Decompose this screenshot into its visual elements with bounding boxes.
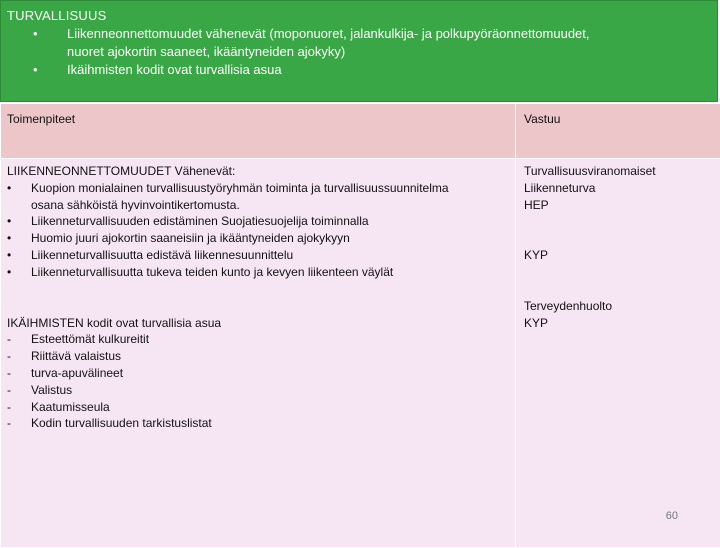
dash-icon: - (7, 348, 27, 365)
list-item-text: Kuopion monialainen turvallisuustyöryhmän toiminta ja turvallisuussuunnitelma (31, 181, 449, 195)
header-bullet-item (7, 61, 709, 79)
list-item (7, 399, 515, 416)
dash-icon: - (7, 331, 27, 348)
section-title-elderly-homes: IKÄIHMISTEN kodit ovat turvallisia asua (7, 315, 515, 332)
table-row (1, 159, 720, 548)
vastuu-cell (516, 159, 720, 548)
header-title: TURVALLISUUS (7, 7, 709, 25)
list-item (7, 382, 515, 399)
table-header-row (1, 104, 720, 159)
vastuu-line: Liikenneturva (524, 180, 720, 197)
header-cell-vastuu: Vastuu (516, 104, 720, 159)
list-item (7, 365, 515, 382)
page-number: 60 (666, 510, 678, 522)
list-item-text: Liikenneturvallisuutta tukeva teiden kunto ja kevyen liikenteen väylät (31, 265, 393, 279)
bullet-icon: • (7, 247, 27, 264)
list-item (7, 197, 515, 214)
bullet-icon: • (33, 61, 38, 79)
bullet-icon: • (7, 264, 27, 281)
bullet-icon: • (7, 213, 27, 230)
dash-icon: - (7, 382, 27, 399)
list-item (7, 230, 515, 247)
bullet-icon: • (7, 180, 27, 197)
traffic-measures-list (7, 180, 515, 281)
dash-icon: - (7, 399, 27, 416)
vastuu-line: Terveydenhuolto (524, 298, 720, 315)
list-item (7, 213, 515, 230)
list-item (7, 247, 515, 264)
vastuu-line: KYP (524, 247, 720, 264)
header-bullet-text: Liikenneonnettomuudet vähenevät (moponuoret, jalankulkija- ja polkupyöräonnettomuudet, (67, 26, 590, 41)
vastuu-content (516, 159, 720, 547)
list-item-text: Riittävä valaistus (31, 349, 121, 363)
measures-content (1, 159, 515, 432)
header-bullet-item (7, 25, 709, 43)
header-bullet-text: nuoret ajokortin saaneet, ikääntyneiden ajokyky) (67, 44, 345, 59)
list-item-text: Liikenneturvallisuutta edistävä liikennesuunnittelu (31, 248, 293, 262)
list-item-text: Liikenneturvallisuuden edistäminen Suojatiesuojelija toiminnalla (31, 214, 369, 228)
measures-table (0, 103, 720, 548)
list-item-text: turva-apuvälineet (31, 366, 123, 380)
vastuu-line: HEP (524, 197, 720, 214)
bullet-icon: • (33, 25, 38, 43)
list-item (7, 348, 515, 365)
header-cell-toimenpiteet: Toimenpiteet (1, 104, 516, 159)
list-item (7, 264, 515, 281)
measures-cell (1, 159, 516, 548)
dash-icon: - (7, 365, 27, 382)
list-item (7, 415, 515, 432)
vastuu-line: KYP (524, 315, 720, 332)
list-item (7, 180, 515, 197)
header-bullet-list (7, 25, 709, 79)
dash-icon: - (7, 415, 27, 432)
vastuu-line: Turvallisuusviranomaiset (524, 163, 720, 180)
list-item-text: osana sähköistä hyvinvointikertomusta. (31, 198, 240, 212)
list-item-text: Kodin turvallisuuden tarkistuslistat (31, 416, 212, 430)
list-item-text: Kaatumisseula (31, 400, 110, 414)
list-item-text: Huomio juuri ajokortin saaneisiin ja ikääntyneiden ajokykyyn (31, 231, 350, 245)
section-title-traffic: LIIKENNEONNETTOMUUDET Vähenevät: (7, 163, 515, 180)
elderly-measures-list (7, 331, 515, 432)
bullet-icon: • (7, 230, 27, 247)
header-bullet-item (7, 43, 709, 61)
header-box (0, 0, 718, 102)
list-item (7, 331, 515, 348)
list-item-text: Valistus (31, 383, 72, 397)
header-bullet-text: Ikäihmisten kodit ovat turvallisia asua (67, 62, 282, 77)
list-item-text: Esteettömät kulkureitit (31, 332, 149, 346)
